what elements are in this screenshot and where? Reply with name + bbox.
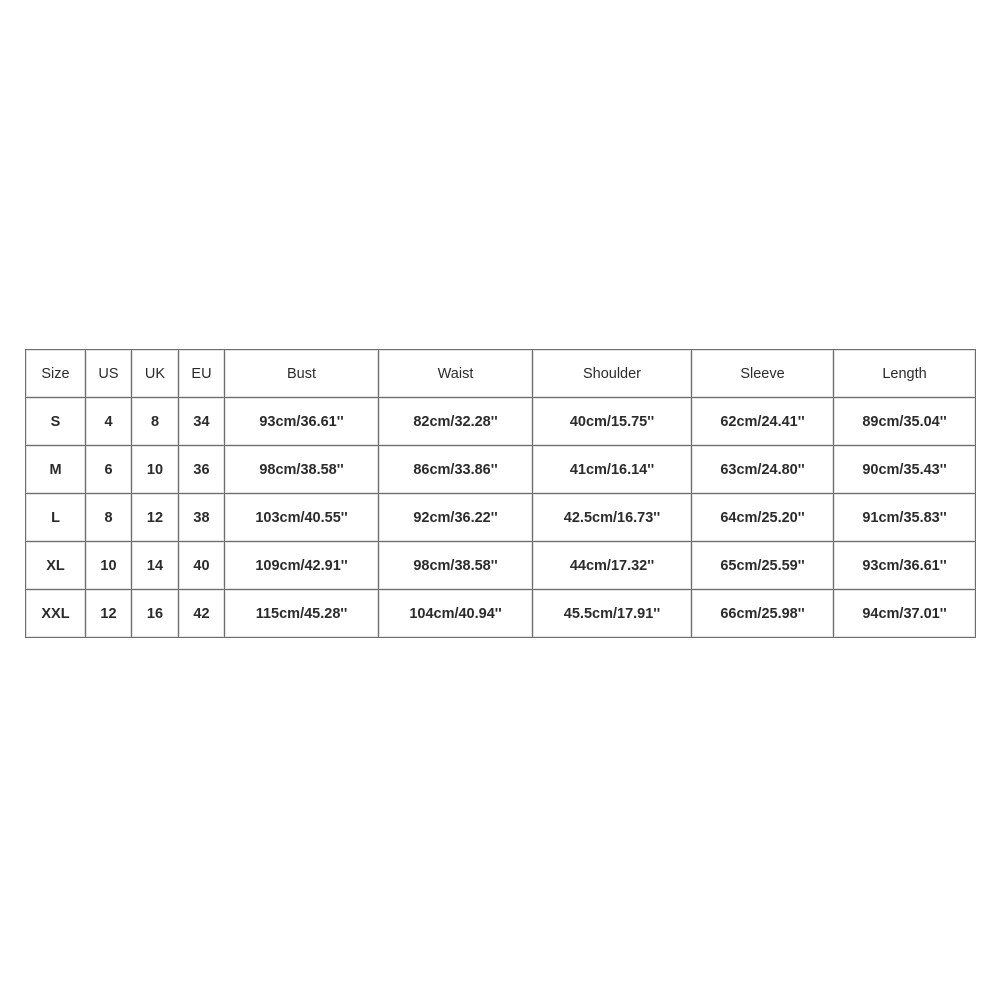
cell-uk: 10	[132, 446, 179, 494]
cell-eu: 38	[179, 494, 225, 542]
cell-uk: 14	[132, 542, 179, 590]
cell-bust: 98cm/38.58''	[225, 446, 379, 494]
cell-shoulder: 42.5cm/16.73''	[533, 494, 692, 542]
cell-waist: 82cm/32.28''	[379, 398, 533, 446]
cell-size: S	[26, 398, 86, 446]
cell-eu: 40	[179, 542, 225, 590]
table-row	[26, 398, 976, 446]
cell-length: 89cm/35.04''	[834, 398, 976, 446]
header-sleeve: Sleeve	[692, 350, 834, 398]
cell-size: M	[26, 446, 86, 494]
cell-sleeve: 64cm/25.20''	[692, 494, 834, 542]
cell-uk: 8	[132, 398, 179, 446]
table-row	[26, 494, 976, 542]
cell-eu: 34	[179, 398, 225, 446]
header-size: Size	[26, 350, 86, 398]
cell-length: 94cm/37.01''	[834, 590, 976, 638]
cell-eu: 36	[179, 446, 225, 494]
header-us: US	[86, 350, 132, 398]
cell-sleeve: 65cm/25.59''	[692, 542, 834, 590]
cell-uk: 16	[132, 590, 179, 638]
cell-bust: 93cm/36.61''	[225, 398, 379, 446]
cell-us: 4	[86, 398, 132, 446]
cell-size: XL	[26, 542, 86, 590]
cell-length: 91cm/35.83''	[834, 494, 976, 542]
cell-us: 8	[86, 494, 132, 542]
table-row	[26, 542, 976, 590]
cell-bust: 103cm/40.55''	[225, 494, 379, 542]
table-row	[26, 590, 976, 638]
cell-shoulder: 44cm/17.32''	[533, 542, 692, 590]
header-waist: Waist	[379, 350, 533, 398]
cell-us: 6	[86, 446, 132, 494]
cell-shoulder: 45.5cm/17.91''	[533, 590, 692, 638]
header-bust: Bust	[225, 350, 379, 398]
cell-shoulder: 40cm/15.75''	[533, 398, 692, 446]
cell-bust: 115cm/45.28''	[225, 590, 379, 638]
cell-length: 93cm/36.61''	[834, 542, 976, 590]
cell-size: XXL	[26, 590, 86, 638]
header-uk: UK	[132, 350, 179, 398]
cell-waist: 104cm/40.94''	[379, 590, 533, 638]
cell-us: 10	[86, 542, 132, 590]
cell-length: 90cm/35.43''	[834, 446, 976, 494]
cell-shoulder: 41cm/16.14''	[533, 446, 692, 494]
cell-sleeve: 66cm/25.98''	[692, 590, 834, 638]
cell-bust: 109cm/42.91''	[225, 542, 379, 590]
cell-waist: 86cm/33.86''	[379, 446, 533, 494]
cell-us: 12	[86, 590, 132, 638]
cell-sleeve: 62cm/24.41''	[692, 398, 834, 446]
table-row	[26, 446, 976, 494]
cell-waist: 92cm/36.22''	[379, 494, 533, 542]
cell-size: L	[26, 494, 86, 542]
cell-waist: 98cm/38.58''	[379, 542, 533, 590]
cell-sleeve: 63cm/24.80''	[692, 446, 834, 494]
header-length: Length	[834, 350, 976, 398]
header-shoulder: Shoulder	[533, 350, 692, 398]
header-eu: EU	[179, 350, 225, 398]
header-row	[26, 350, 976, 398]
size-chart-table	[25, 349, 976, 638]
cell-eu: 42	[179, 590, 225, 638]
cell-uk: 12	[132, 494, 179, 542]
